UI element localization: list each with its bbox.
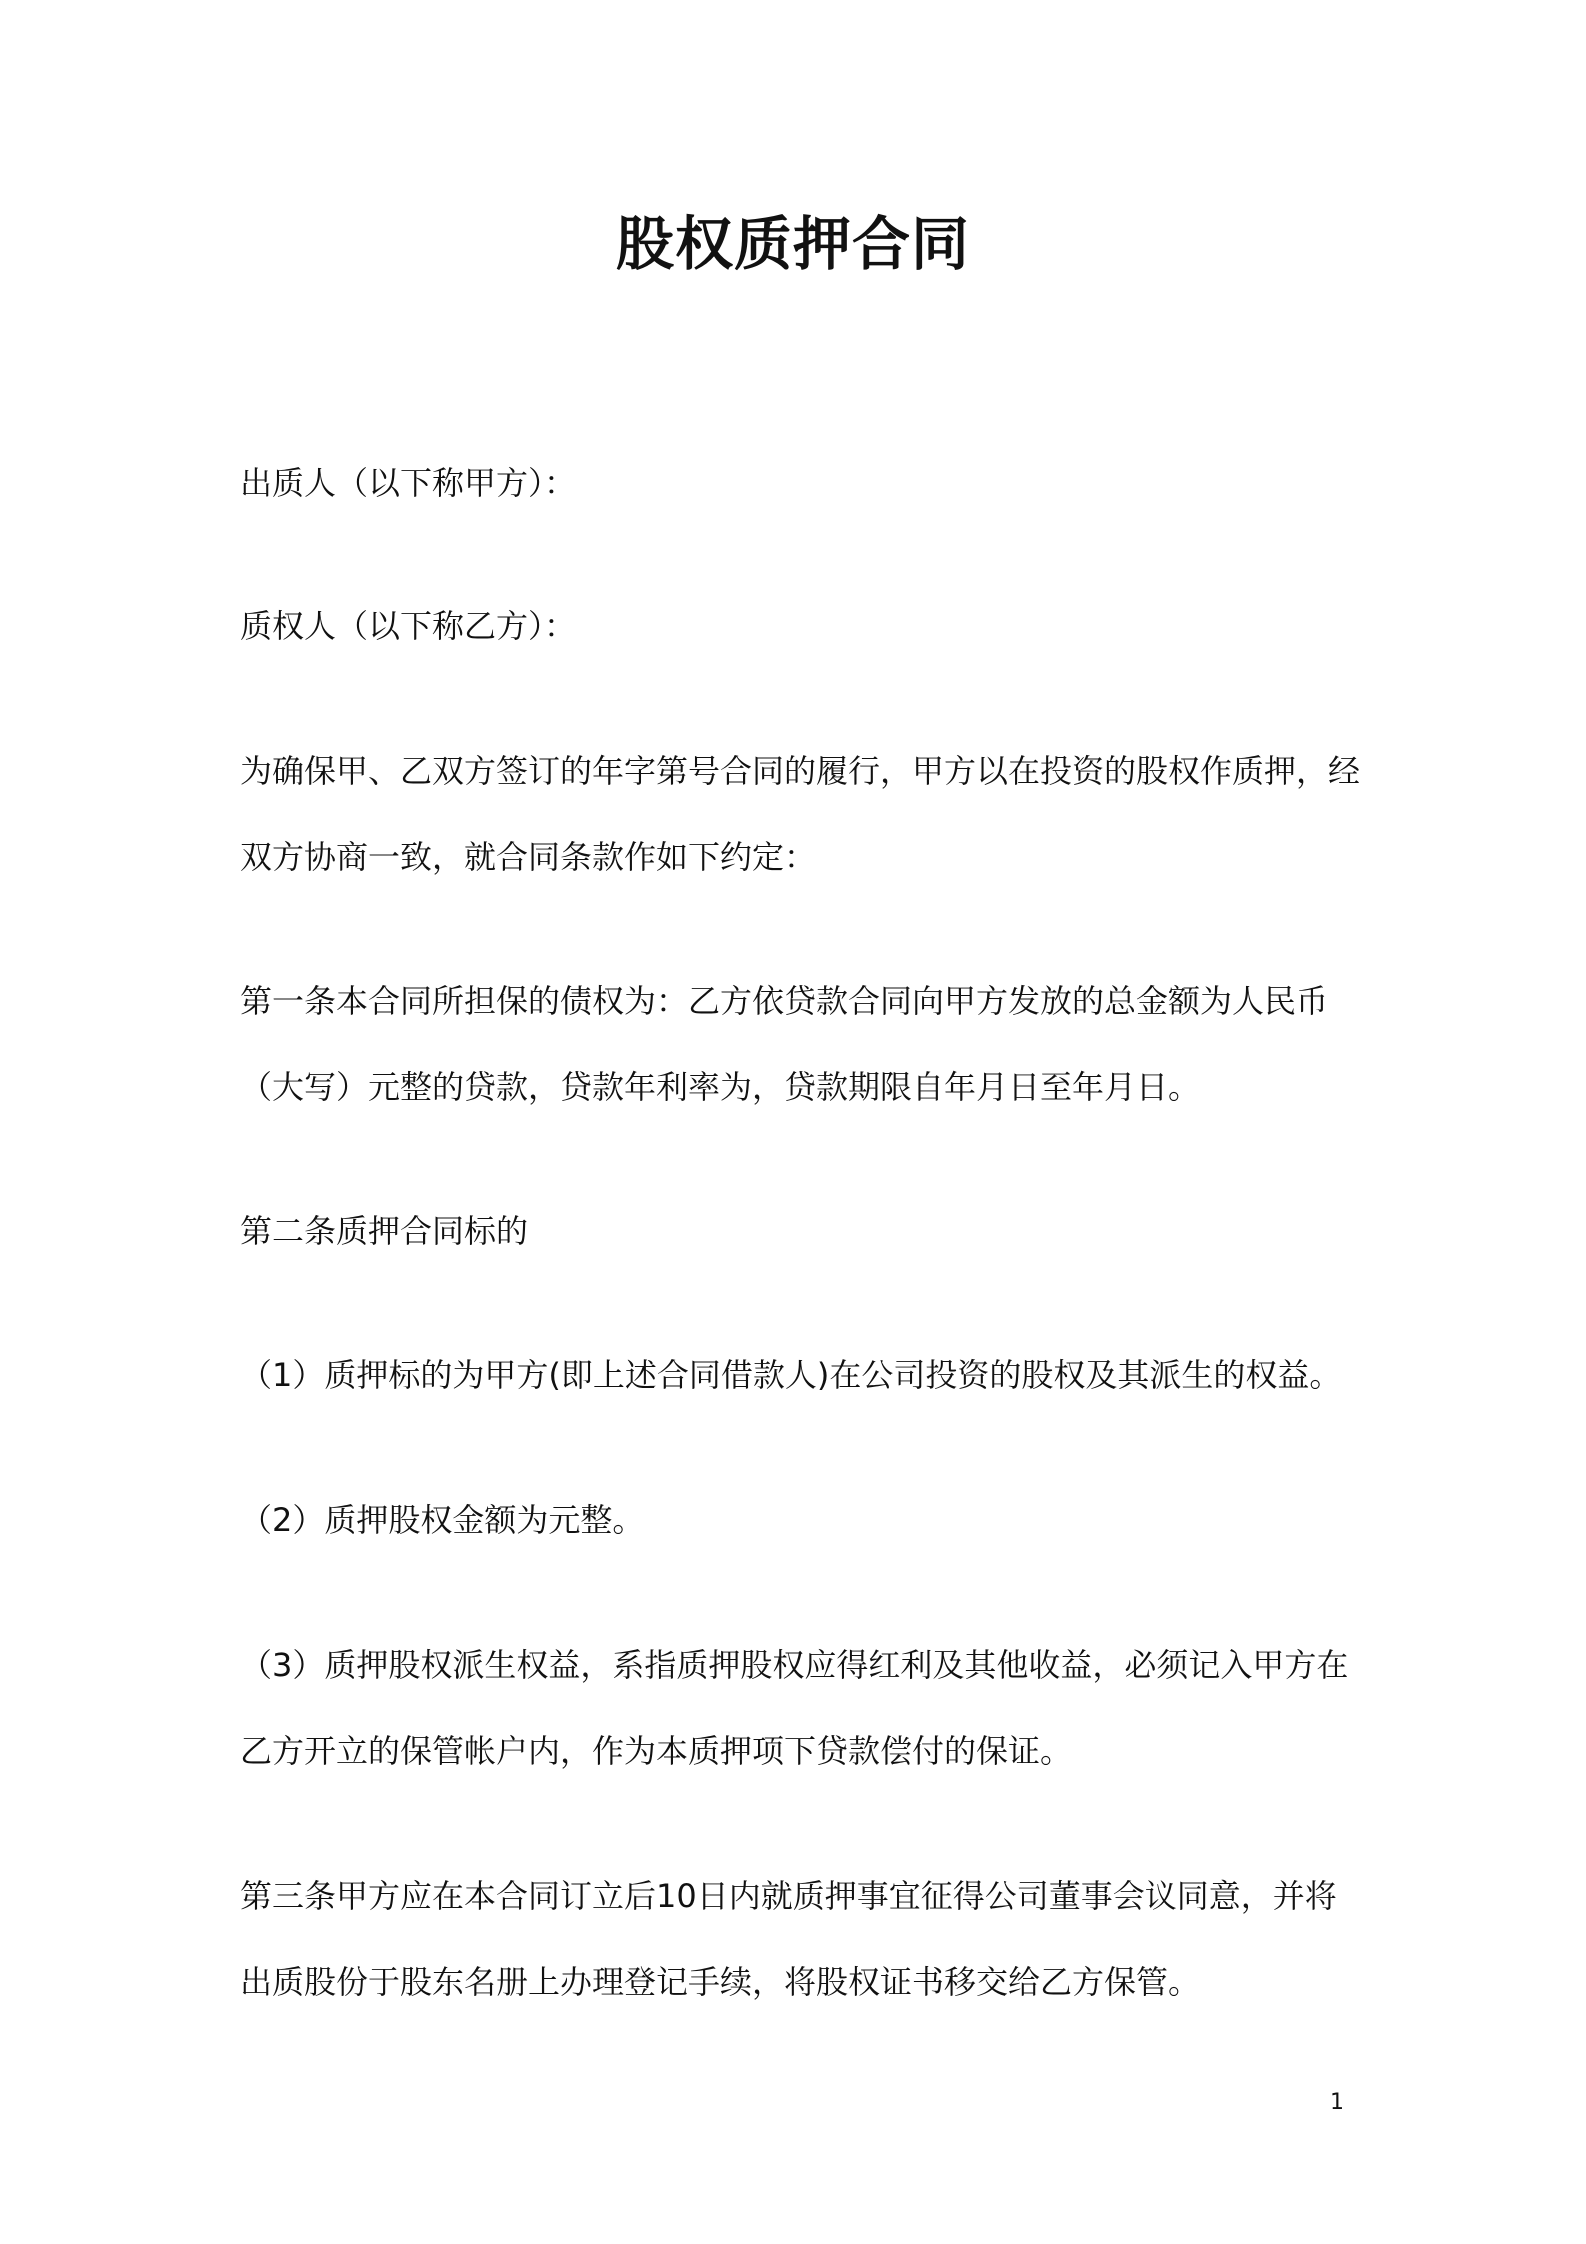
text-line: 双方协商一致，就合同条款作如下约定： [240,838,817,876]
text-line: 为确保甲、乙双方签订的年字第号合同的履行，甲方以在投资的股权作质押，经 [240,752,1361,790]
paragraph-item-2 [240,1477,1370,1563]
text-line: （大写）元整的贷款，贷款年利率为，贷款期限自年月日至年月日。 [240,1068,1201,1106]
text-line: 出质股份于股东名册上办理登记手续，将股权证书移交给乙方保管。 [240,1963,1201,2001]
paragraph-article-2 [240,1188,1370,1274]
page-number: 1 [1330,2090,1344,2115]
text-line: 第一条本合同所担保的债权为：乙方依贷款合同向甲方发放的总金额为人民币 [240,982,1329,1020]
paragraph-item-1 [240,1332,1370,1418]
text-line: （2）质押股权金额为元整。 [240,1501,645,1539]
text-line: 乙方开立的保管帐户内，作为本质押项下贷款偿付的保证。 [240,1732,1073,1770]
document-title: 股权质押合同 [615,210,970,278]
text-line: 第三条甲方应在本合同订立后10日内就质押事宜征得公司董事会议同意，并将 [240,1877,1337,1915]
text-line: （3）质押股权派生权益，系指质押股权应得红利及其他收益，必须记入甲方在 [240,1646,1349,1684]
paragraph-item-3 [240,1622,1370,1794]
paragraph-article-3 [240,1853,1370,2025]
paragraph-preamble [240,728,1370,900]
paragraph-article-1 [240,958,1370,1130]
text-line: 第二条质押合同标的 [240,1212,529,1250]
text-line: （1）质押标的为甲方(即上述合同借款人)在公司投资的股权及其派生的权益。 [240,1356,1342,1394]
paragraph-pledgor [240,440,1370,526]
text-line: 出质人（以下称甲方）： [240,464,577,502]
paragraph-pledgee [240,583,1370,669]
text-line: 质权人（以下称乙方）： [240,607,577,645]
